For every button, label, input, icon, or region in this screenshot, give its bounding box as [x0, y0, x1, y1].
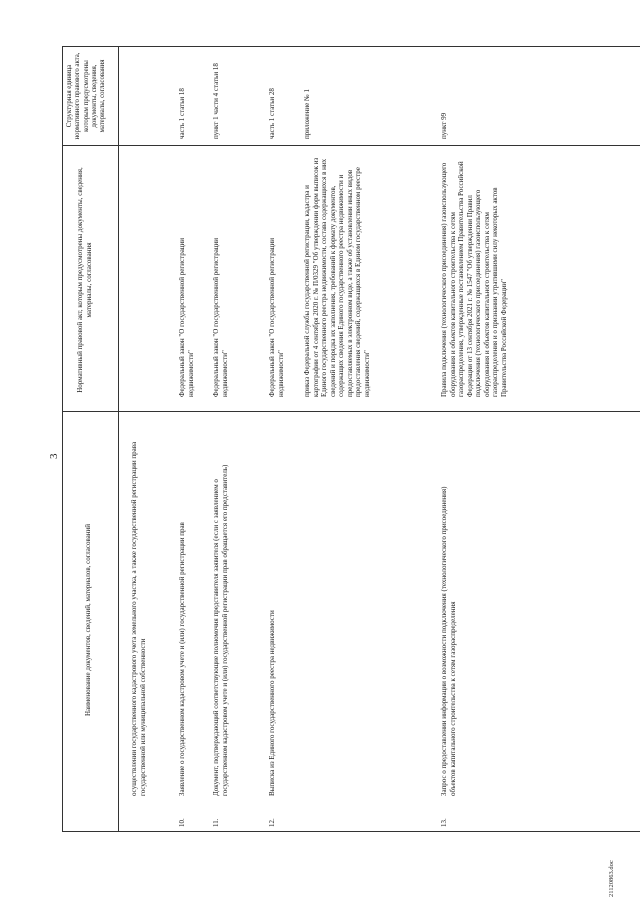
table-left-border: [62, 831, 640, 832]
row-number: 11.: [212, 818, 220, 827]
row-number: 10.: [178, 818, 186, 827]
row-act: приказ Федеральной службы государственной регистрации, кадастра и картографии от 4 сентября 2020 г. № П/0329 "Об утверждении форм выписок из Единого государственного реестра недвижимости, состава содержащихся в них сведений и порядка их заполнения, требований к формату документов, содержащих сведения Единого государственного реестра недвижимости и предоставляемых в электронном виде, а также об установлении иных видов предоставления сведений, содержащихся в Едином государственном реестре недвижимости": [303, 157, 371, 397]
row-unit: часть 1 статьи 18: [178, 88, 186, 139]
header-act: Нормативный правовой акт, которым предусмотрены документы, сведения, материалы, согласования: [76, 167, 93, 393]
row-unit: пункт 99: [440, 112, 448, 139]
row-name: Документ, подтверждающий соответствующие полномочия представителя заявителя (если с заявлением о государственном кадастровом учете и (или) государственной регистрации прав обращается его представитель): [212, 464, 229, 796]
row-act: Федеральный закон "О государственной регистрации недвижимости": [178, 237, 195, 397]
header-unit: Структурная единица нормативного правового акта, которым предусмотрены документы, сведения, материалы, согласования: [66, 52, 107, 140]
row-act: Федеральный закон "О государственной регистрации недвижимости": [268, 237, 285, 397]
row-act: Федеральный закон "О государственной регистрации недвижимости": [212, 237, 229, 397]
page-number: 3: [48, 453, 60, 459]
table-right-border: [62, 46, 640, 47]
header-name: Наименование документов, сведений, материалов, согласований: [84, 523, 92, 717]
row-unit: часть 1 статьи 28: [268, 88, 276, 139]
row-number: 12.: [268, 818, 276, 827]
row-name: Выписка из Единого государственного реестра недвижимости: [268, 610, 276, 796]
row-name: Заявление о государственном кадастровом учете и (или) государственной регистрации прав: [178, 522, 186, 796]
row-act: Правила подключения (технологического присоединения) газоиспользующего оборудования и объектов капитального строительства к сетям газораспределения, утвержденные постановлением Правительства Российской Федерации от 13 сентября 2021 г. № 1547 "Об утверждении Правил подключения (технологического присоединения) газоиспользующего оборудования и объектов капитального строительства к сетям газораспределения и о признании утратившими силу некоторых актов Правительства Российской Федерации": [440, 161, 508, 397]
table-header-bottom-border: [118, 46, 119, 832]
table-top-border: [62, 46, 63, 832]
row-name: осуществлении государственного кадастрового учета земельного участка, а также государственной регистрации права государственной или муниципальной собственности: [130, 441, 147, 796]
row-unit: приложение № 1: [303, 89, 311, 139]
row-unit: пункт 1 части 4 статьи 18: [212, 63, 220, 139]
row-name: Запрос о предоставлении информации о возможности подключения (технологического присоединения) объектов капитального строительства к сетям газораспределения: [440, 486, 457, 796]
table-column-divider: [62, 145, 640, 146]
footer-filename: 21120863.doc: [608, 860, 615, 897]
row-number: 13.: [440, 818, 448, 827]
table-column-divider: [62, 411, 640, 412]
